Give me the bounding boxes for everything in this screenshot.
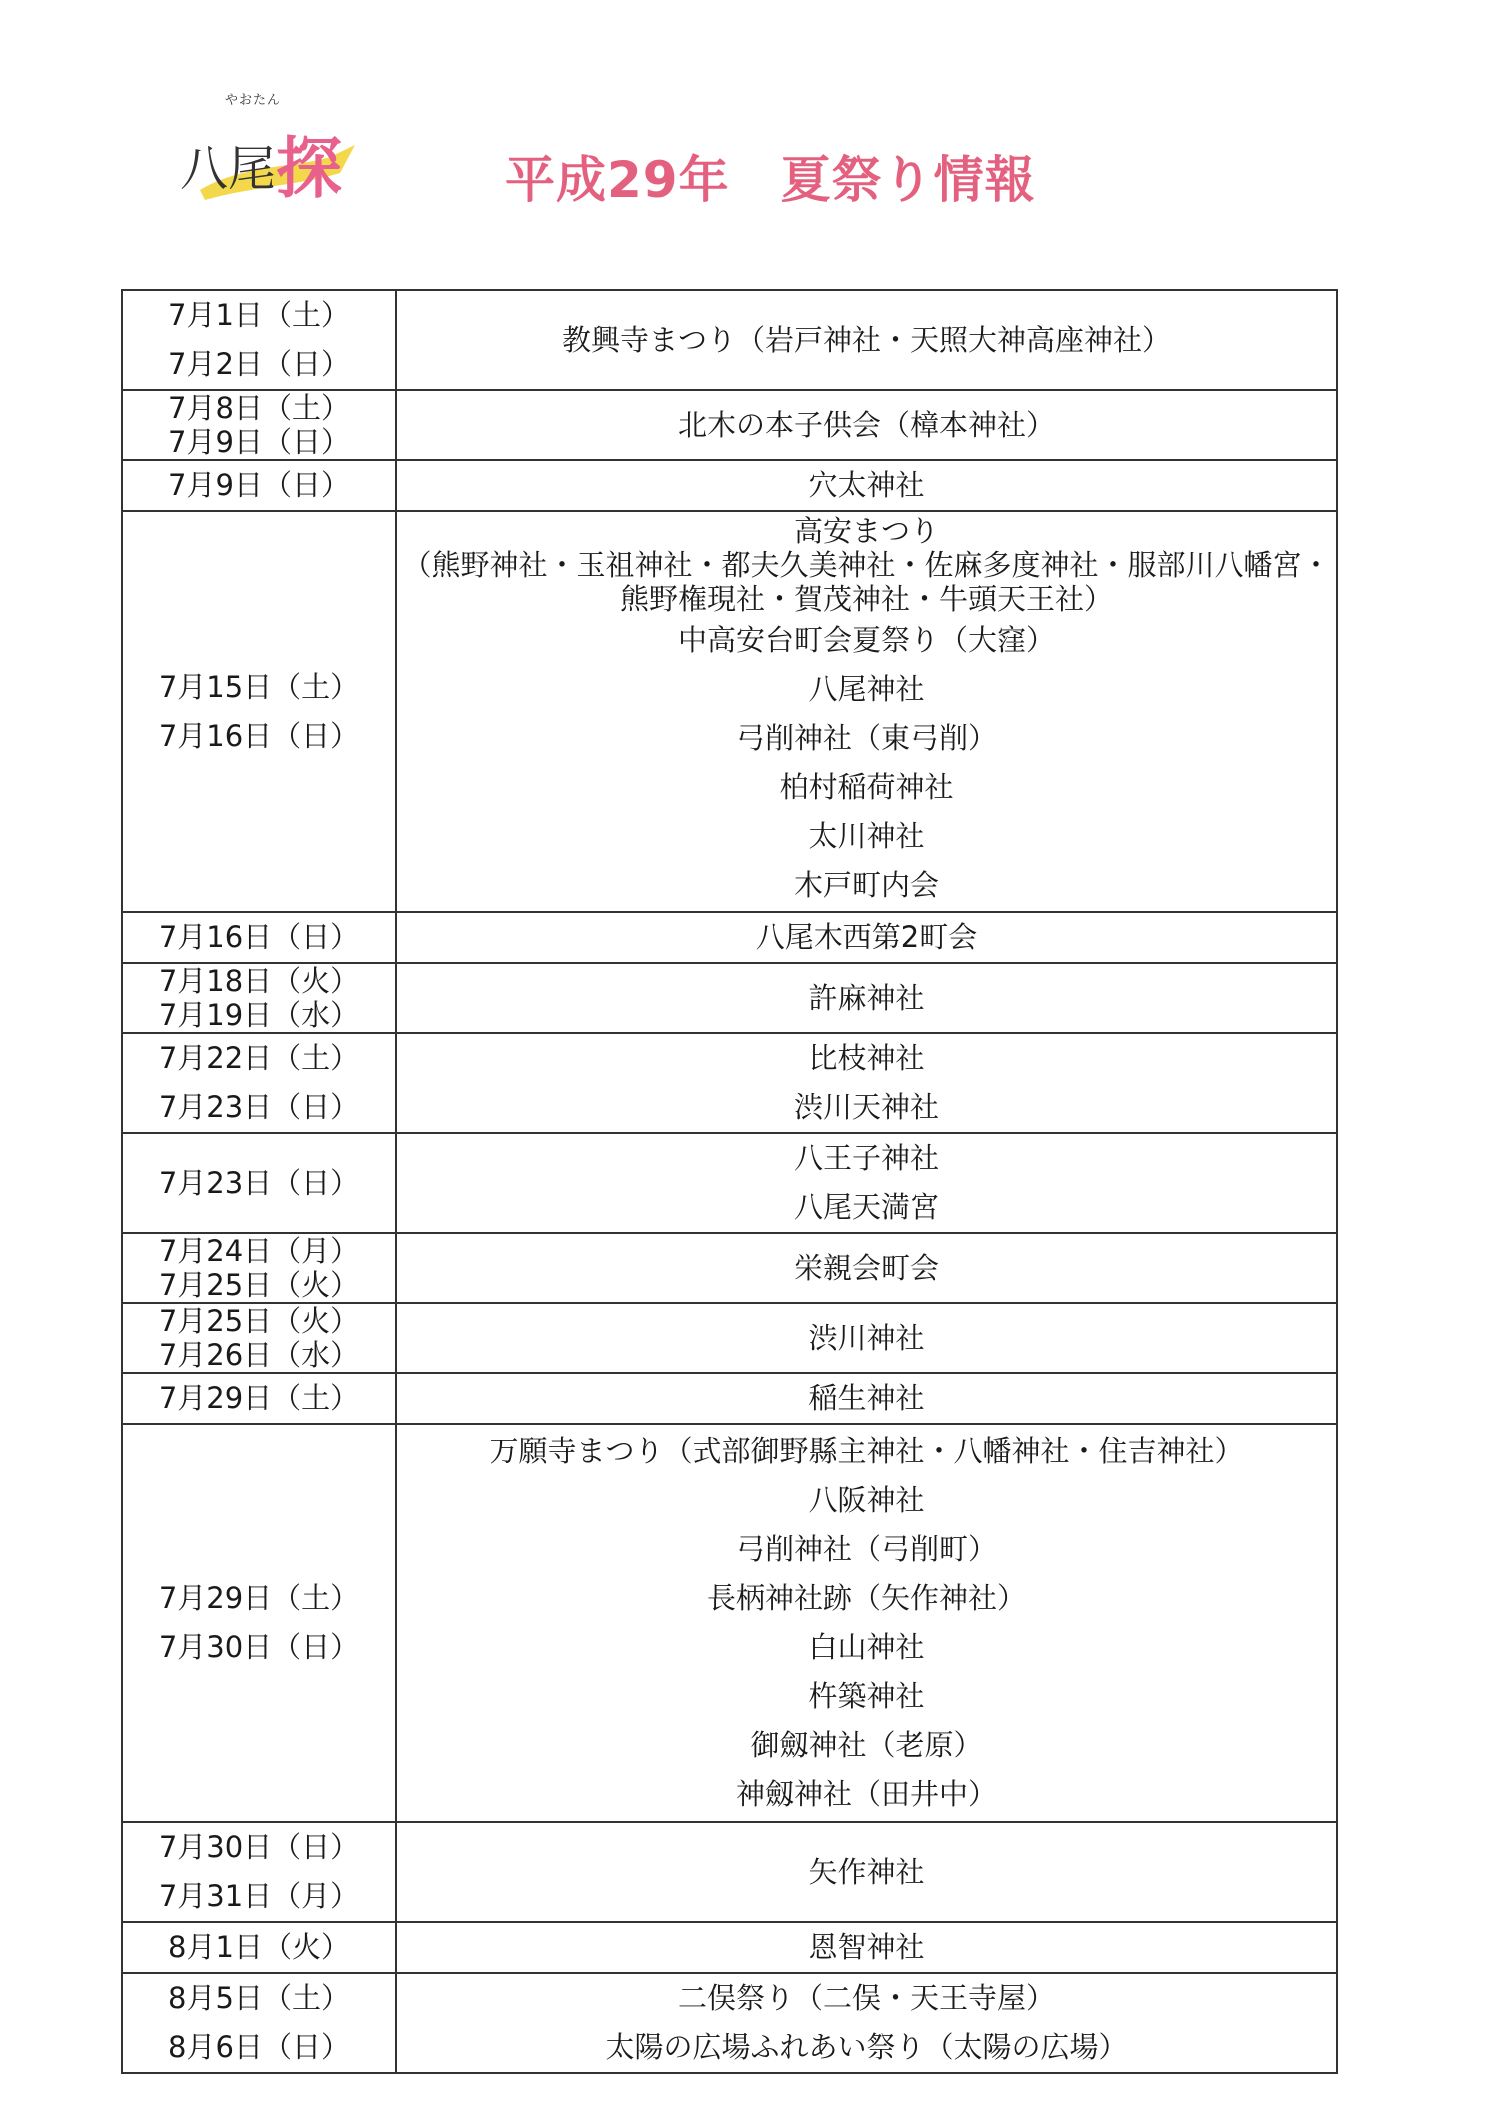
- event-text: 白山神社: [808, 1630, 925, 1664]
- date-text: 7月30日（日）: [158, 1630, 360, 1664]
- date-text: 8月5日（土）: [168, 1981, 350, 2015]
- date-text: 7月15日（土）: [158, 669, 360, 704]
- date-text: 7月9日（日）: [168, 425, 350, 459]
- date-cell: [122, 1133, 396, 1233]
- event-text: 中高安台町会夏祭り（大窪）: [677, 622, 1055, 657]
- event-text: 二俣祭り（二俣・天王寺屋）: [677, 1981, 1055, 2015]
- event-text: 太川神社: [808, 818, 925, 853]
- event-text: 弓削神社（東弓削）: [735, 720, 997, 755]
- table-row: [122, 1303, 1337, 1373]
- event-text: 高安まつり: [793, 513, 939, 548]
- date-cell: [122, 912, 396, 963]
- event-text: 御劔神社（老原）: [750, 1728, 983, 1762]
- event-cell: [396, 963, 1337, 1033]
- date-text: 7月22日（土）: [158, 1041, 360, 1075]
- event-cell: [396, 460, 1337, 511]
- table-row: [122, 963, 1337, 1033]
- date-text: 7月9日（日）: [168, 468, 350, 502]
- date-text: 7月25日（火）: [158, 1268, 360, 1302]
- event-text: 万願寺まつり（式部御野縣主神社・八幡神社・住吉神社）: [489, 1434, 1244, 1468]
- date-text: 8月6日（日）: [168, 2030, 350, 2064]
- date-text: 7月16日（日）: [158, 920, 360, 954]
- event-cell: [396, 1303, 1337, 1373]
- event-text: 弓削神社（弓削町）: [735, 1532, 997, 1566]
- date-text: 7月31日（月）: [158, 1879, 360, 1913]
- table-row: [122, 511, 1337, 912]
- table-row: [122, 1133, 1337, 1233]
- date-cell: [122, 1922, 396, 1973]
- event-text: 長柄神社跡（矢作神社）: [706, 1581, 1026, 1615]
- date-cell: [122, 1033, 396, 1133]
- table-row: [122, 1233, 1337, 1303]
- table-row: [122, 460, 1337, 511]
- event-cell: [396, 390, 1337, 460]
- event-text: 神劔神社（田井中）: [735, 1777, 997, 1811]
- date-cell: [122, 1822, 396, 1922]
- table-row: [122, 390, 1337, 460]
- event-text: 恩智神社: [808, 1930, 925, 1964]
- event-text: 八尾木西第2町会: [755, 920, 978, 954]
- yaotan-logo: [180, 95, 380, 215]
- date-cell: [122, 1233, 396, 1303]
- date-text: 7月1日（土）: [168, 298, 350, 332]
- event-text: 栄親会町会: [793, 1250, 939, 1285]
- event-text: 八阪神社: [808, 1483, 925, 1517]
- event-text: 柏村稲荷神社: [779, 769, 954, 804]
- date-text: 7月25日（火）: [158, 1304, 360, 1338]
- event-text: 八尾神社: [808, 671, 925, 706]
- date-text: 7月18日（火）: [158, 964, 360, 998]
- table-row: [122, 1373, 1337, 1424]
- event-cell: [396, 1233, 1337, 1303]
- event-cell: [396, 1973, 1337, 2073]
- event-text: （熊野神社・玉祖神社・都夫久美神社・佐麻多度神社・服部川八幡宮・熊野権現社・賀茂神社・牛頭天王社）: [402, 547, 1331, 616]
- event-cell: [396, 912, 1337, 963]
- table-row: [122, 1424, 1337, 1822]
- date-text: 7月29日（土）: [158, 1581, 360, 1615]
- festival-table: [121, 289, 1338, 2074]
- event-text: 矢作神社: [808, 1854, 925, 1889]
- event-cell: [396, 1133, 1337, 1233]
- date-cell: [122, 963, 396, 1033]
- event-cell: [396, 1922, 1337, 1973]
- event-text: 杵築神社: [808, 1679, 925, 1713]
- date-text: 7月23日（日）: [158, 1165, 360, 1200]
- event-text: 教興寺まつり（岩戸神社・天照大神高座神社）: [561, 322, 1171, 357]
- date-text: 7月26日（水）: [158, 1338, 360, 1372]
- date-text: 7月8日（土）: [168, 391, 350, 425]
- date-text: 7月30日（日）: [158, 1830, 360, 1864]
- event-text: 穴太神社: [808, 468, 925, 502]
- event-text: 八王子神社: [793, 1141, 939, 1175]
- event-text: 太陽の広場ふれあい祭り（太陽の広場）: [605, 2030, 1128, 2064]
- event-text: 許麻神社: [808, 980, 925, 1015]
- table-row: [122, 290, 1337, 390]
- date-text: 7月24日（月）: [158, 1234, 360, 1268]
- event-text: 木戸町内会: [793, 867, 939, 902]
- event-text: 渋川神社: [808, 1320, 925, 1355]
- date-text: 7月23日（日）: [158, 1090, 360, 1124]
- event-text: 渋川天神社: [793, 1090, 939, 1124]
- event-cell: [396, 511, 1337, 912]
- date-cell: [122, 1303, 396, 1373]
- date-cell: [122, 1973, 396, 2073]
- date-text: 7月29日（土）: [158, 1381, 360, 1415]
- date-cell: [122, 290, 396, 390]
- event-text: 八尾天満宮: [793, 1190, 939, 1224]
- table-row: [122, 1822, 1337, 1922]
- event-cell: [396, 290, 1337, 390]
- event-cell: [396, 1373, 1337, 1424]
- event-cell: [396, 1424, 1337, 1822]
- logo-name: [180, 109, 343, 207]
- date-cell: [122, 1373, 396, 1424]
- table-row: [122, 1922, 1337, 1973]
- date-cell: [122, 1424, 396, 1822]
- logo-name-main: 探: [276, 130, 343, 207]
- event-text: 稲生神社: [808, 1381, 925, 1415]
- event-cell: [396, 1033, 1337, 1133]
- logo-ruby: やおたん: [225, 93, 282, 108]
- date-cell: [122, 390, 396, 460]
- date-text: 8月1日（火）: [168, 1930, 350, 1964]
- page-title: 平成29年 夏祭り情報: [505, 151, 1036, 209]
- table-row: [122, 1033, 1337, 1133]
- event-cell: [396, 1822, 1337, 1922]
- table-row: [122, 912, 1337, 963]
- date-text: 7月16日（日）: [158, 718, 360, 753]
- date-cell: [122, 460, 396, 511]
- date-text: 7月19日（水）: [158, 998, 360, 1032]
- event-text: 北木の本子供会（樟本神社）: [677, 407, 1055, 442]
- logo-name-prefix: 八尾: [180, 141, 277, 197]
- table-row: [122, 1973, 1337, 2073]
- date-text: 7月2日（日）: [168, 347, 350, 381]
- date-cell: [122, 511, 396, 912]
- event-text: 比枝神社: [808, 1041, 925, 1075]
